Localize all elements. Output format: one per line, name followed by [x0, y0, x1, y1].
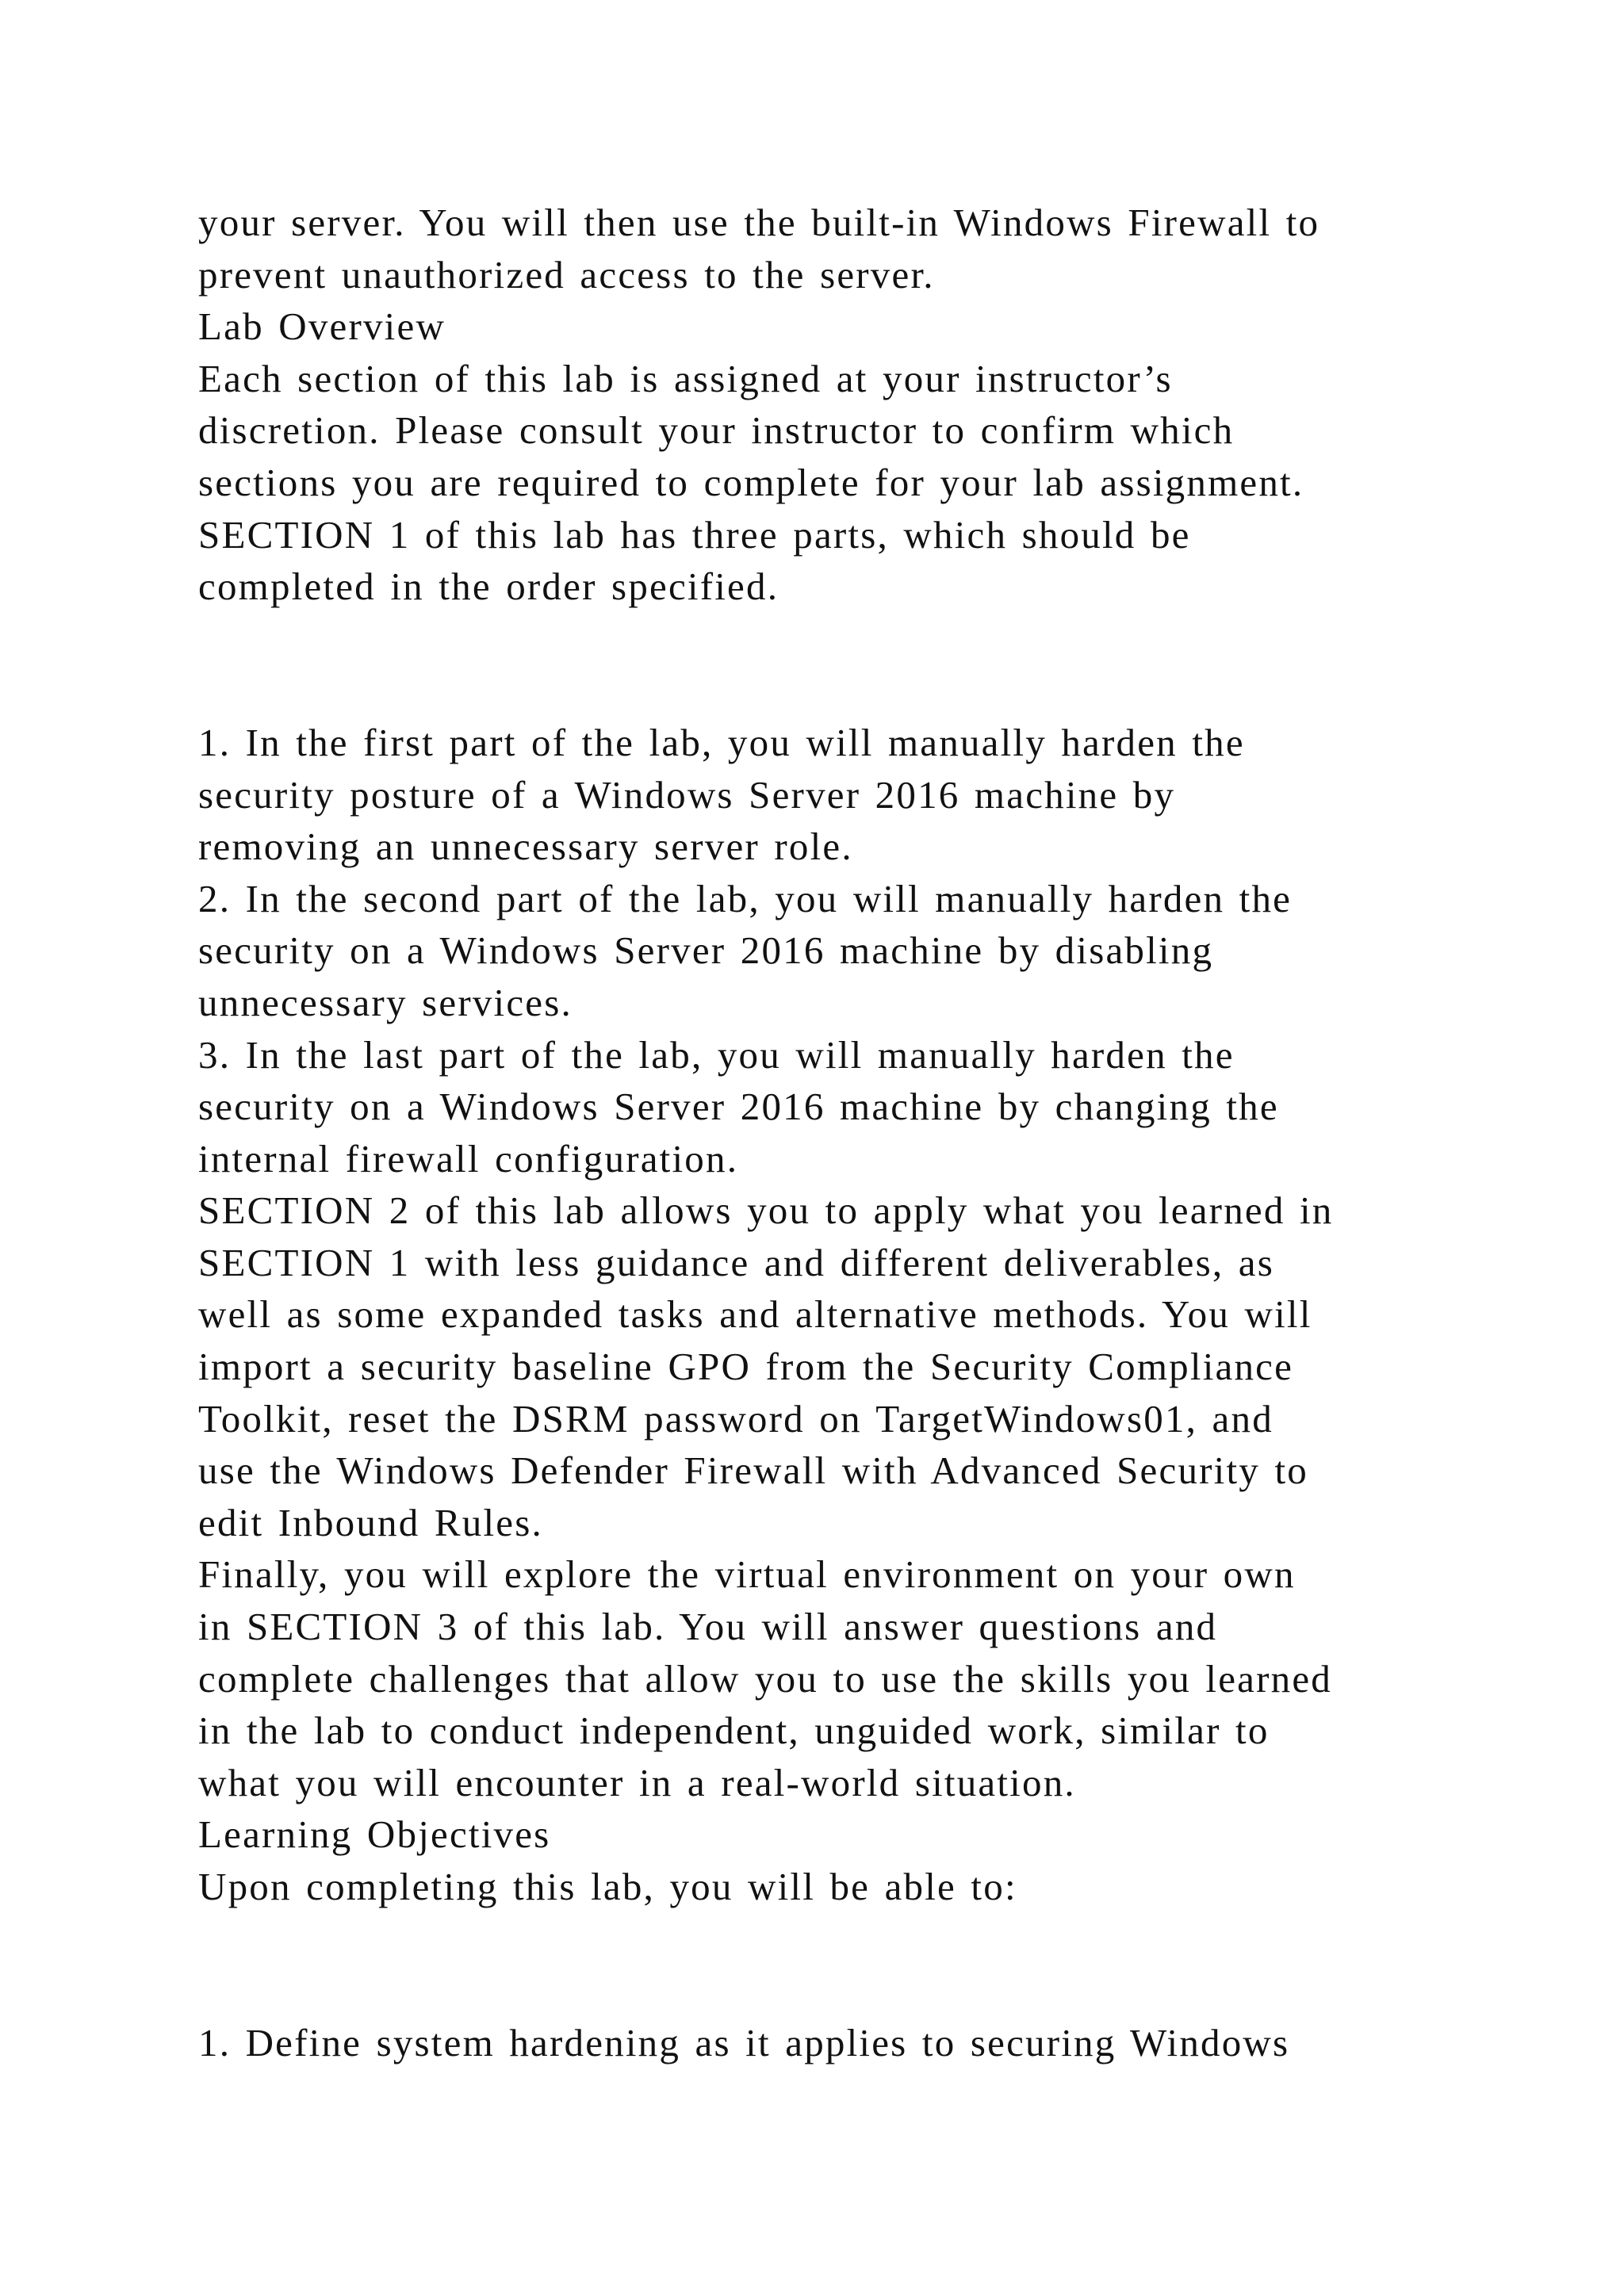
- text-line: Upon completing this lab, you will be able to:: [198, 1865, 1017, 1908]
- text-line: Finally, you will explore the virtual environment on your own: [198, 1552, 1296, 1597]
- text-line: well as some expanded tasks and alternative methods. You will: [198, 1292, 1312, 1337]
- list-item-line: security on a Windows Server 2016 machine by changing the: [198, 1085, 1279, 1129]
- text-line: prevent unauthorized access to the server.: [198, 252, 935, 297]
- blank-line: [198, 664, 1483, 717]
- text-line: completed in the order specified.: [198, 564, 779, 609]
- list-item-line: 1. In the first part of the lab, you will manually harden the: [198, 720, 1245, 764]
- list-item-line: security posture of a Windows Server 2016 machine by: [198, 772, 1176, 817]
- text-line: SECTION 1 of this lab has three parts, which should be: [198, 512, 1191, 557]
- text-line: use the Windows Defender Firewall with Advanced Security to: [198, 1448, 1308, 1493]
- text-line: in SECTION 3 of this lab. You will answer questions and: [198, 1605, 1218, 1649]
- list-item-line: unnecessary services.: [198, 980, 573, 1024]
- text-line: SECTION 2 of this lab allows you to apply what you learned in: [198, 1188, 1334, 1233]
- list-item-line: 2. In the second part of the lab, you will manually harden the: [198, 876, 1293, 920]
- text-line: Toolkit, reset the DSRM password on TargetWindows01, and: [198, 1396, 1274, 1441]
- text-line: in the lab to conduct independent, unguided work, similar to: [198, 1709, 1270, 1753]
- list-item-line: internal firewall configuration.: [198, 1136, 739, 1181]
- section-heading-lab-overview: Lab Overview: [198, 304, 446, 349]
- text-line: complete challenges that allow you to use the skills you learned: [198, 1656, 1332, 1701]
- text-line: sections you are required to complete for your lab assignment.: [198, 460, 1304, 504]
- list-item-line: removing an unnecessary server role.: [198, 825, 853, 869]
- text-line: edit Inbound Rules.: [198, 1500, 543, 1544]
- text-line: discretion. Please consult your instructor to confirm which: [198, 408, 1235, 453]
- document-body: [198, 197, 1483, 2068]
- blank-line: [198, 613, 1483, 665]
- blank-line: [198, 1965, 1483, 2017]
- text-line: import a security baseline GPO from the Security Compliance: [198, 1345, 1294, 1389]
- text-line: SECTION 1 with less guidance and different deliverables, as: [198, 1240, 1274, 1284]
- blank-line: [198, 1913, 1483, 1965]
- list-item-line: 3. In the last part of the lab, you will manually harden the: [198, 1032, 1235, 1077]
- text-line: Each section of this lab is assigned at your instructor’s: [198, 356, 1173, 400]
- text-line: what you will encounter in a real-world situation.: [198, 1760, 1076, 1804]
- list-item-line: 1. Define system hardening as it applies to securing Windows: [198, 2020, 1290, 2064]
- section-heading-learning-objectives: Learning Objectives: [198, 1812, 551, 1857]
- text-line: your server. You will then use the built-in Windows Firewall to: [198, 201, 1320, 244]
- list-item-line: security on a Windows Server 2016 machine by disabling: [198, 928, 1214, 973]
